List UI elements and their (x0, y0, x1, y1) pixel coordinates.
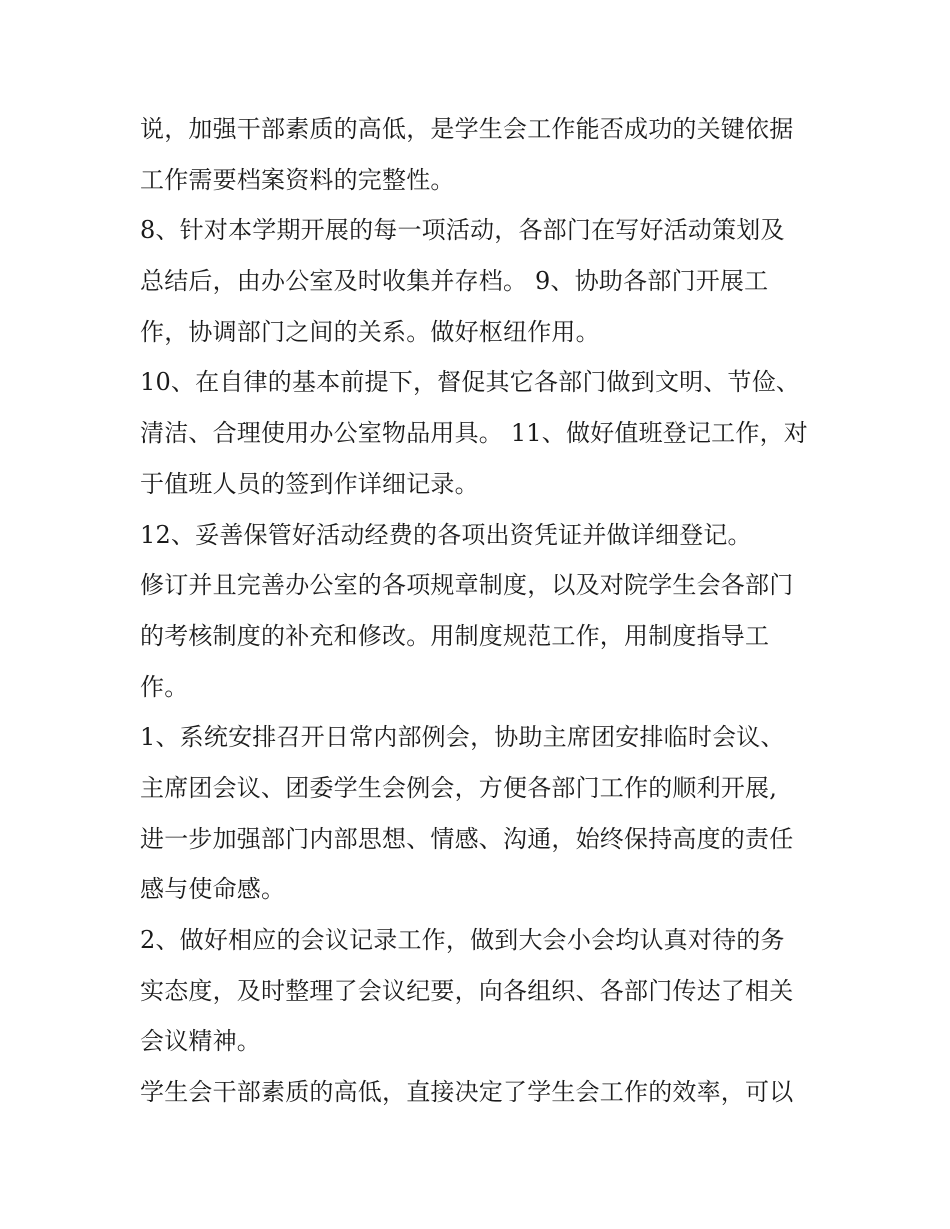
text-line-10: 修订并且完善办公室的各项规章制度，以及对院学生会各部门 (140, 571, 794, 600)
text-line-17: 2、做好相应的会议记录工作，做到大会小会均认真对待的务 (140, 926, 785, 954)
text-line-7: 清洁、合理使用办公室物品用具。 11、做好值班登记工作，对 (140, 419, 808, 448)
text-line-6: 10、在自律的基本前提下，督促其它各部门做到文明、节俭、 (140, 368, 801, 397)
text-line-20: 学生会干部素质的高低，直接决定了学生会工作的效率，可以 (140, 1078, 794, 1107)
text-line-12: 作。 (140, 672, 189, 701)
text-line-16: 感与使命感。 (140, 875, 286, 904)
text-line-2: 工作需要档案资料的完整性。 (140, 165, 455, 194)
text-line-9: 12、妥善保管好活动经费的各项出资凭证并做详细登记。 (140, 520, 752, 549)
text-line-11: 的考核制度的补充和修改。用制度规范工作，用制度指导工 (140, 621, 770, 650)
document-body (140, 104, 830, 1118)
text-line-5: 作，协调部门之间的关系。做好枢纽作用。 (140, 317, 600, 346)
text-line-13: 1、系统安排召开日常内部例会，协助主席团安排临时会议、 (140, 723, 785, 752)
text-line-15: 进一步加强部门内部思想、情感、沟通，始终保持高度的责任 (140, 824, 794, 853)
text-line-3: 8、针对本学期开展的每一项活动，各部门在写好活动策划及 (140, 216, 785, 245)
text-line-19: 会议精神。 (140, 1027, 261, 1056)
text-line-14: 主席团会议、团委学生会例会，方便各部门工作的顺利开展, (140, 773, 778, 802)
text-line-8: 于值班人员的签到作详细记录。 (140, 469, 479, 498)
text-line-18: 实态度，及时整理了会议纪要，向各组织、各部门传达了相关 (140, 976, 794, 1005)
text-line-4: 总结后，由办公室及时收集并存档。 9、协助各部门开展工 (140, 267, 769, 296)
text-line-1: 说，加强干部素质的高低，是学生会工作能否成功的关键依据 (140, 115, 794, 143)
